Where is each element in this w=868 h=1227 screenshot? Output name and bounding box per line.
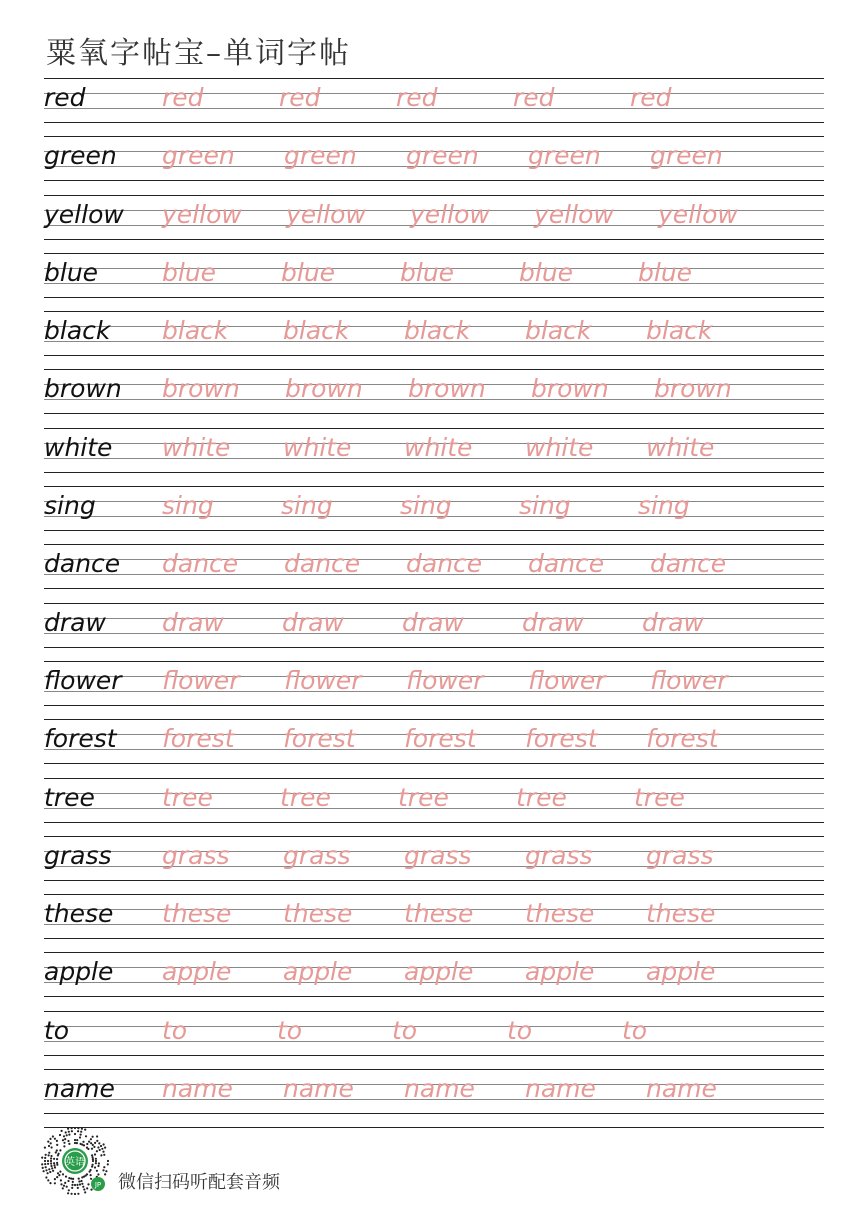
trace-copies [162,841,767,871]
trace-word: these [646,899,716,929]
trace-word: flower [284,665,362,695]
trace-copies [162,141,772,171]
practice-row [44,1069,824,1127]
trace-copies [162,724,767,754]
trace-word: these [404,899,474,929]
ruling-line [44,1055,824,1056]
ruling-line [44,763,824,764]
trace-copies [162,374,777,404]
trace-word: to [507,1015,533,1045]
trace-word: red [396,83,438,112]
trace-word: to [277,1015,303,1045]
trace-copies [162,200,782,230]
model-word: flower [44,665,122,695]
trace-word: yellow [162,199,242,229]
practice-row [44,195,824,253]
trace-word: these [162,899,232,929]
model-word: name [44,1074,115,1104]
ruling-line [44,1069,824,1070]
practice-row [44,603,824,661]
practice-row [44,661,824,719]
practice-row [44,486,824,544]
model-word: black [44,316,111,346]
ruling-line [44,1113,824,1114]
trace-word: to [622,1015,648,1045]
ruling-line [44,297,824,298]
trace-word: blue [162,257,217,287]
trace-copies [162,957,767,987]
trace-word: black [646,316,713,346]
trace-word: tree [634,782,685,812]
trace-word: dance [284,549,361,579]
practice-row [44,136,824,194]
ruling-line [44,413,824,414]
model-word: yellow [44,199,124,229]
trace-word: apple [162,957,232,987]
trace-word: dance [406,549,483,579]
trace-word: blue [400,257,455,287]
trace-word: these [283,899,353,929]
trace-word: name [162,1074,233,1104]
trace-word: white [283,432,352,462]
trace-copies [162,83,747,113]
trace-word: black [283,316,350,346]
trace-word: sing [400,491,452,521]
trace-word: white [646,432,715,462]
trace-word: to [162,1015,188,1045]
trace-copies [162,666,772,696]
trace-word: green [284,141,357,171]
trace-word: green [528,141,601,171]
trace-word: flower [528,665,606,695]
trace-word: dance [528,549,605,579]
trace-word: blue [519,257,574,287]
ruling-line [44,311,824,312]
trace-word: draw [642,607,704,637]
trace-word: name [525,1074,596,1104]
ruling-line [44,136,824,137]
trace-word: grass [162,840,230,870]
trace-word: name [283,1074,354,1104]
trace-word: grass [404,840,472,870]
trace-word: tree [280,782,331,812]
model-word: grass [44,840,112,870]
ruling-line [44,486,824,487]
trace-copies [162,549,772,579]
ruling-line [44,705,824,706]
model-word: brown [44,374,122,404]
model-word: draw [44,607,106,637]
trace-word: white [404,432,473,462]
trace-word: blue [281,257,336,287]
ruling-line [44,588,824,589]
ruling-line [44,78,824,79]
ruling-line [44,996,824,997]
trace-copies [162,258,757,288]
qr-code[interactable] [40,1126,110,1196]
practice-row [44,311,824,369]
trace-word: forest [283,724,356,754]
practice-rows [44,78,824,1127]
trace-copies [162,783,752,813]
ruling-line [44,530,824,531]
trace-word: dance [162,549,239,579]
practice-row [44,1011,824,1069]
trace-word: grass [283,840,351,870]
trace-word: forest [646,724,719,754]
trace-word: brown [162,374,240,404]
trace-word: green [650,141,723,171]
model-word: blue [44,257,99,287]
ruling-line [44,778,824,779]
model-word: sing [44,491,96,521]
ruling-line [44,369,824,370]
trace-word: red [513,83,555,112]
trace-word: yellow [410,199,490,229]
trace-word: flower [650,665,728,695]
model-word: forest [44,724,117,754]
ruling-line [44,1127,824,1128]
model-word: apple [44,957,114,987]
trace-word: sing [519,491,571,521]
trace-word: sing [281,491,333,521]
trace-word: grass [646,840,714,870]
trace-word: sing [162,491,214,521]
practice-row [44,894,824,952]
ruling-line [44,428,824,429]
ruling-line [44,472,824,473]
ruling-line [44,180,824,181]
practice-row [44,78,824,136]
trace-word: green [406,141,479,171]
trace-word: flower [162,665,240,695]
qr-corner-label: JP [94,1181,102,1189]
trace-word: draw [522,607,584,637]
trace-word: grass [525,840,593,870]
ruling-line [44,952,824,953]
trace-word: tree [516,782,567,812]
trace-word: sing [638,491,690,521]
model-word: these [44,899,114,929]
trace-word: green [162,141,235,171]
trace-copies [162,608,762,638]
ruling-line [44,1011,824,1012]
trace-word: brown [654,374,732,404]
practice-row [44,719,824,777]
trace-word: yellow [534,199,614,229]
qr-badge-label: 英语 [65,1157,85,1168]
trace-word: name [646,1074,717,1104]
ruling-line [44,647,824,648]
trace-word: red [630,83,672,112]
model-word: tree [44,782,95,812]
trace-word: brown [531,374,609,404]
trace-word: white [525,432,594,462]
trace-copies [162,1016,737,1046]
ruling-line [44,836,824,837]
trace-word: yellow [286,199,366,229]
ruling-line [44,719,824,720]
trace-word: white [162,432,231,462]
model-word: dance [44,549,121,579]
trace-word: name [404,1074,475,1104]
trace-copies [162,1074,767,1104]
ruling-line [44,544,824,545]
practice-row [44,544,824,602]
trace-word: apple [525,957,595,987]
practice-row [44,836,824,894]
trace-word: brown [285,374,363,404]
trace-word: brown [408,374,486,404]
trace-word: draw [282,607,344,637]
trace-word: apple [283,957,353,987]
trace-word: tree [162,782,213,812]
trace-word: black [404,316,471,346]
trace-word: forest [162,724,235,754]
ruling-line [44,603,824,604]
page-title: 粟氧字帖宝–单词字帖 [46,36,351,71]
trace-word: draw [402,607,464,637]
trace-word: tree [398,782,449,812]
practice-row [44,778,824,836]
trace-copies [162,899,767,929]
trace-word: these [525,899,595,929]
trace-word: flower [406,665,484,695]
ruling-line [44,661,824,662]
ruling-line [44,880,824,881]
trace-word: red [162,83,204,112]
ruling-line [44,938,824,939]
trace-word: black [162,316,229,346]
trace-word: dance [650,549,727,579]
practice-row [44,253,824,311]
ruling-line [44,122,824,123]
ruling-line [44,355,824,356]
trace-word: forest [404,724,477,754]
trace-copies [162,433,767,463]
trace-word: apple [404,957,474,987]
trace-copies [162,316,767,346]
trace-word: yellow [658,199,738,229]
footer-caption: 微信扫码听配套音频 [118,1172,280,1193]
ruling-line [44,822,824,823]
trace-word: to [392,1015,418,1045]
model-word: green [44,141,117,171]
ruling-line [44,239,824,240]
practice-row [44,369,824,427]
model-word: red [44,83,86,112]
model-word: to [44,1015,70,1045]
trace-word: draw [162,607,224,637]
ruling-line [44,195,824,196]
ruling-line [44,894,824,895]
qr-code-icon [40,1126,110,1196]
practice-row [44,952,824,1010]
trace-copies [162,491,757,521]
model-word: white [44,432,113,462]
trace-word: blue [638,257,693,287]
trace-word: apple [646,957,716,987]
trace-word: black [525,316,592,346]
footer [40,1126,280,1196]
trace-word: red [279,83,321,112]
practice-row [44,428,824,486]
trace-word: forest [525,724,598,754]
ruling-line [44,253,824,254]
